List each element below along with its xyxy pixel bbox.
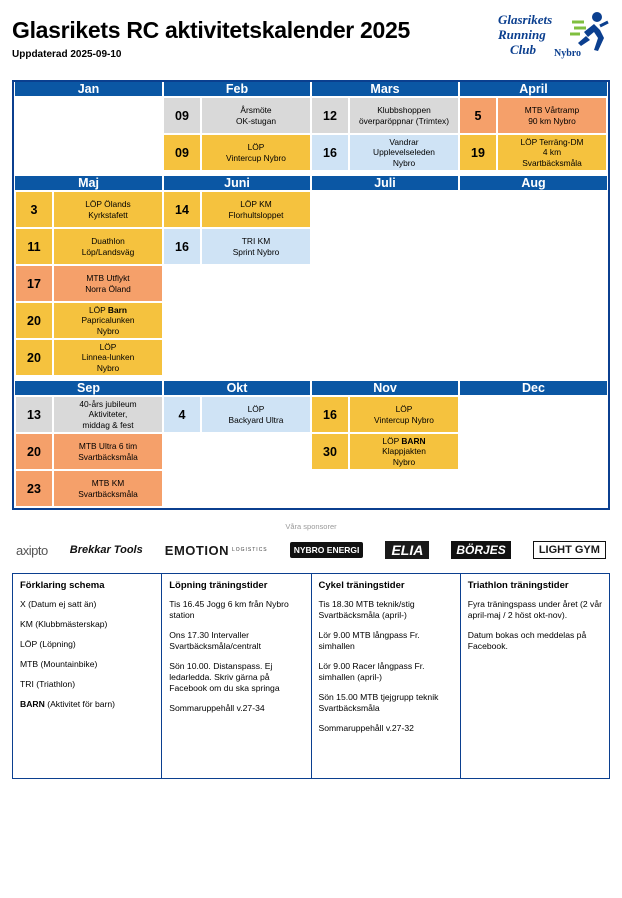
event-date — [163, 302, 201, 339]
sponsor-elia: ELIA — [385, 541, 429, 559]
legend-column — [162, 574, 311, 778]
runner-icon — [570, 10, 610, 58]
event-cell — [349, 191, 459, 228]
event-date: 13 — [15, 396, 53, 433]
event-date — [15, 97, 53, 134]
event-date: 12 — [311, 97, 349, 134]
event-cell — [53, 97, 163, 134]
event-date: 17 — [15, 265, 53, 302]
event-cell[interactable]: LÖP Terräng-DM 4 km Svartbäcksmåla — [497, 134, 607, 171]
event-date — [163, 433, 201, 470]
page-header — [12, 10, 610, 72]
logo-line-4: Nybro — [554, 48, 582, 59]
event-cell[interactable]: LÖP KM Florhultsloppet — [201, 191, 311, 228]
sponsor-emotion-name: EMOTION — [164, 542, 229, 558]
legend-item: LÖP (Löpning) — [20, 639, 76, 649]
calendar-band — [14, 176, 608, 377]
event-cell[interactable]: 40-års jubileum Aktiviteter, middag & fest — [53, 396, 163, 433]
legend-item: Lör 9.00 MTB långpass Fr. simhallen — [318, 630, 420, 651]
event-date: 16 — [311, 396, 349, 433]
event-cell — [349, 228, 459, 265]
event-date — [459, 433, 497, 470]
event-date — [459, 396, 497, 433]
sponsor-borjes: BÖRJES — [451, 541, 510, 559]
month-header: Dec — [459, 381, 607, 396]
event-date: 5 — [459, 97, 497, 134]
event-date — [311, 265, 349, 302]
event-cell[interactable]: MTB Vårtramp 90 km Nybro — [497, 97, 607, 134]
legend-item: KM (Klubbmästerskap) — [20, 619, 108, 629]
legend-heading: Cykel träningstider — [318, 580, 405, 591]
legend-item: Datum bokas och meddelas på Facebook. — [467, 630, 587, 651]
event-date: 3 — [15, 191, 53, 228]
event-cell — [497, 302, 607, 339]
event-date — [163, 339, 201, 376]
sponsor-emotion-sub: LOGISTICS — [231, 547, 268, 553]
event-date — [311, 470, 349, 507]
calendar-row — [15, 134, 607, 171]
legend-item: X (Datum ej satt än) — [20, 599, 97, 609]
event-date: 16 — [163, 228, 201, 265]
event-date — [459, 191, 497, 228]
sponsor-axipto: axipto — [16, 542, 48, 558]
event-date: 16 — [311, 134, 349, 171]
title-block — [12, 10, 410, 60]
event-date: 20 — [15, 433, 53, 470]
month-header: Maj — [15, 176, 163, 191]
legend-heading: Förklaring schema — [20, 580, 105, 591]
calendar-row — [15, 433, 607, 470]
calendar-row — [15, 302, 607, 339]
month-header: Okt — [163, 381, 311, 396]
logo-line-1: Glasrikets — [498, 12, 553, 27]
event-date — [163, 470, 201, 507]
month-header: Juli — [311, 176, 459, 191]
event-cell[interactable]: MTB KM Svartbäcksmåla — [53, 470, 163, 507]
event-cell — [201, 433, 311, 470]
month-header: Jan — [15, 82, 163, 97]
event-date: 09 — [163, 97, 201, 134]
sponsor-nybro-energi: NYBRO ENERGI — [290, 542, 364, 558]
event-date — [311, 228, 349, 265]
event-date: 30 — [311, 433, 349, 470]
logo-line-3: Club — [510, 42, 537, 57]
event-cell — [201, 302, 311, 339]
legend-heading: Löpning träningstider — [169, 580, 268, 591]
event-cell — [201, 470, 311, 507]
event-cell — [497, 396, 607, 433]
event-date: 4 — [163, 396, 201, 433]
event-date: 20 — [15, 339, 53, 376]
event-cell — [349, 339, 459, 376]
sponsors-label: Våra sponsorer — [285, 522, 337, 531]
month-header: Sep — [15, 381, 163, 396]
event-date: 20 — [15, 302, 53, 339]
event-date: 23 — [15, 470, 53, 507]
legend-item: Tis 16.45 Jogg 6 km från Nybro station — [169, 599, 289, 620]
legend-item: Sön 15.00 MTB tjejgrupp teknik Svartbäcksmåla — [318, 692, 439, 713]
event-cell[interactable]: LÖP Vintercup Nybro — [201, 134, 311, 171]
legend-column — [312, 574, 461, 778]
event-cell[interactable]: LÖP Ölands Kyrkstafett — [53, 191, 163, 228]
page-title: Glasrikets RC aktivitetskalender 2025 — [12, 17, 411, 43]
event-date: 19 — [459, 134, 497, 171]
event-date: 14 — [163, 191, 201, 228]
event-date — [459, 265, 497, 302]
event-date — [459, 470, 497, 507]
month-header: Aug — [459, 176, 607, 191]
legend-item: MTB (Mountainbike) — [20, 659, 98, 669]
event-cell — [201, 265, 311, 302]
event-date: 09 — [163, 134, 201, 171]
event-cell[interactable]: TRI KM Sprint Nybro — [201, 228, 311, 265]
event-cell[interactable]: LÖP Linnea-lunken Nybro — [53, 339, 163, 376]
legend-item: Tis 18.30 MTB teknik/stig Svartbäcksmåla (april-) — [318, 599, 415, 620]
event-cell[interactable]: LÖP BARN Klappjakten Nybro — [349, 433, 459, 470]
sponsors-row — [12, 537, 610, 563]
event-cell[interactable]: MTB Ultra 6 tim Svartbäcksmåla — [53, 433, 163, 470]
event-cell — [53, 134, 163, 171]
event-cell — [497, 433, 607, 470]
calendar-row — [15, 470, 607, 507]
legend-item: TRI (Triathlon) — [20, 679, 76, 689]
event-cell — [497, 265, 607, 302]
event-cell — [497, 470, 607, 507]
page-subtitle: Uppdaterad 2025-09-10 — [12, 49, 122, 61]
month-header: Mars — [311, 82, 459, 97]
month-header: Feb — [163, 82, 311, 97]
event-cell — [497, 339, 607, 376]
event-cell[interactable]: Klubbshoppen överparöppnar (Trimtex) — [349, 97, 459, 134]
legend-item: Fyra träningspass under året (2 vår april-maj / 2 höst okt-nov). — [467, 599, 602, 620]
legend-column — [13, 574, 162, 778]
logo-line-2: Running — [498, 27, 546, 42]
event-date — [311, 339, 349, 376]
legend-item: Ons 17.30 Intervaller Svartbäcksmåla/centralt — [169, 630, 261, 651]
event-cell — [349, 265, 459, 302]
legend-item: Lör 9.00 Racer långpass Fr. simhallen (april-) — [318, 661, 425, 682]
event-cell — [349, 302, 459, 339]
calendar-row — [15, 228, 607, 265]
event-date — [459, 228, 497, 265]
calendar-row — [15, 396, 607, 433]
legend-item: Sön 10.00. Distanspass. Ej ledarledda. Skriv gärna på Facebook om du ska springa — [169, 661, 280, 693]
calendar-row — [15, 339, 607, 376]
club-logo — [492, 10, 610, 72]
legend-item: BARN (Aktivitet för barn) — [20, 699, 116, 709]
event-cell[interactable]: Duathlon Löp/Landsväg — [53, 228, 163, 265]
calendar-band — [14, 381, 608, 508]
legend-section — [12, 573, 610, 779]
calendar-row — [15, 191, 607, 228]
event-date — [163, 265, 201, 302]
event-cell — [201, 339, 311, 376]
event-date — [311, 191, 349, 228]
event-cell[interactable]: LÖP Vintercup Nybro — [349, 396, 459, 433]
event-cell[interactable]: Årsmöte OK-stugan — [201, 97, 311, 134]
month-header: April — [459, 82, 607, 97]
event-cell[interactable]: LÖP Backyard Ultra — [201, 396, 311, 433]
event-date — [15, 134, 53, 171]
month-header: Nov — [311, 381, 459, 396]
event-date — [459, 302, 497, 339]
legend-item: Sommaruppehåll v.27-34 — [169, 703, 265, 713]
sponsor-brekkar-tools: Brekkar Tools — [69, 544, 143, 556]
event-cell[interactable]: MTB Utflykt Norra Öland — [53, 265, 163, 302]
activity-calendar — [12, 80, 610, 510]
event-cell[interactable]: Vandrar Upplevelseleden Nybro — [349, 134, 459, 171]
event-cell[interactable]: LÖP Barn Papricalunken Nybro — [53, 302, 163, 339]
sponsor-light-gym: LIGHT GYM — [533, 541, 606, 559]
calendar-row — [15, 265, 607, 302]
event-date — [311, 302, 349, 339]
event-cell — [497, 228, 607, 265]
calendar-row — [15, 97, 607, 134]
event-date: 11 — [15, 228, 53, 265]
sponsor-emotion — [165, 543, 268, 558]
event-date — [459, 339, 497, 376]
legend-heading: Triathlon träningstider — [467, 580, 569, 591]
legend-item: Sommaruppehåll v.27-32 — [318, 723, 414, 733]
legend-column — [461, 574, 609, 778]
month-header: Juni — [163, 176, 311, 191]
event-cell — [349, 470, 459, 507]
calendar-band — [14, 82, 608, 172]
event-cell — [497, 191, 607, 228]
